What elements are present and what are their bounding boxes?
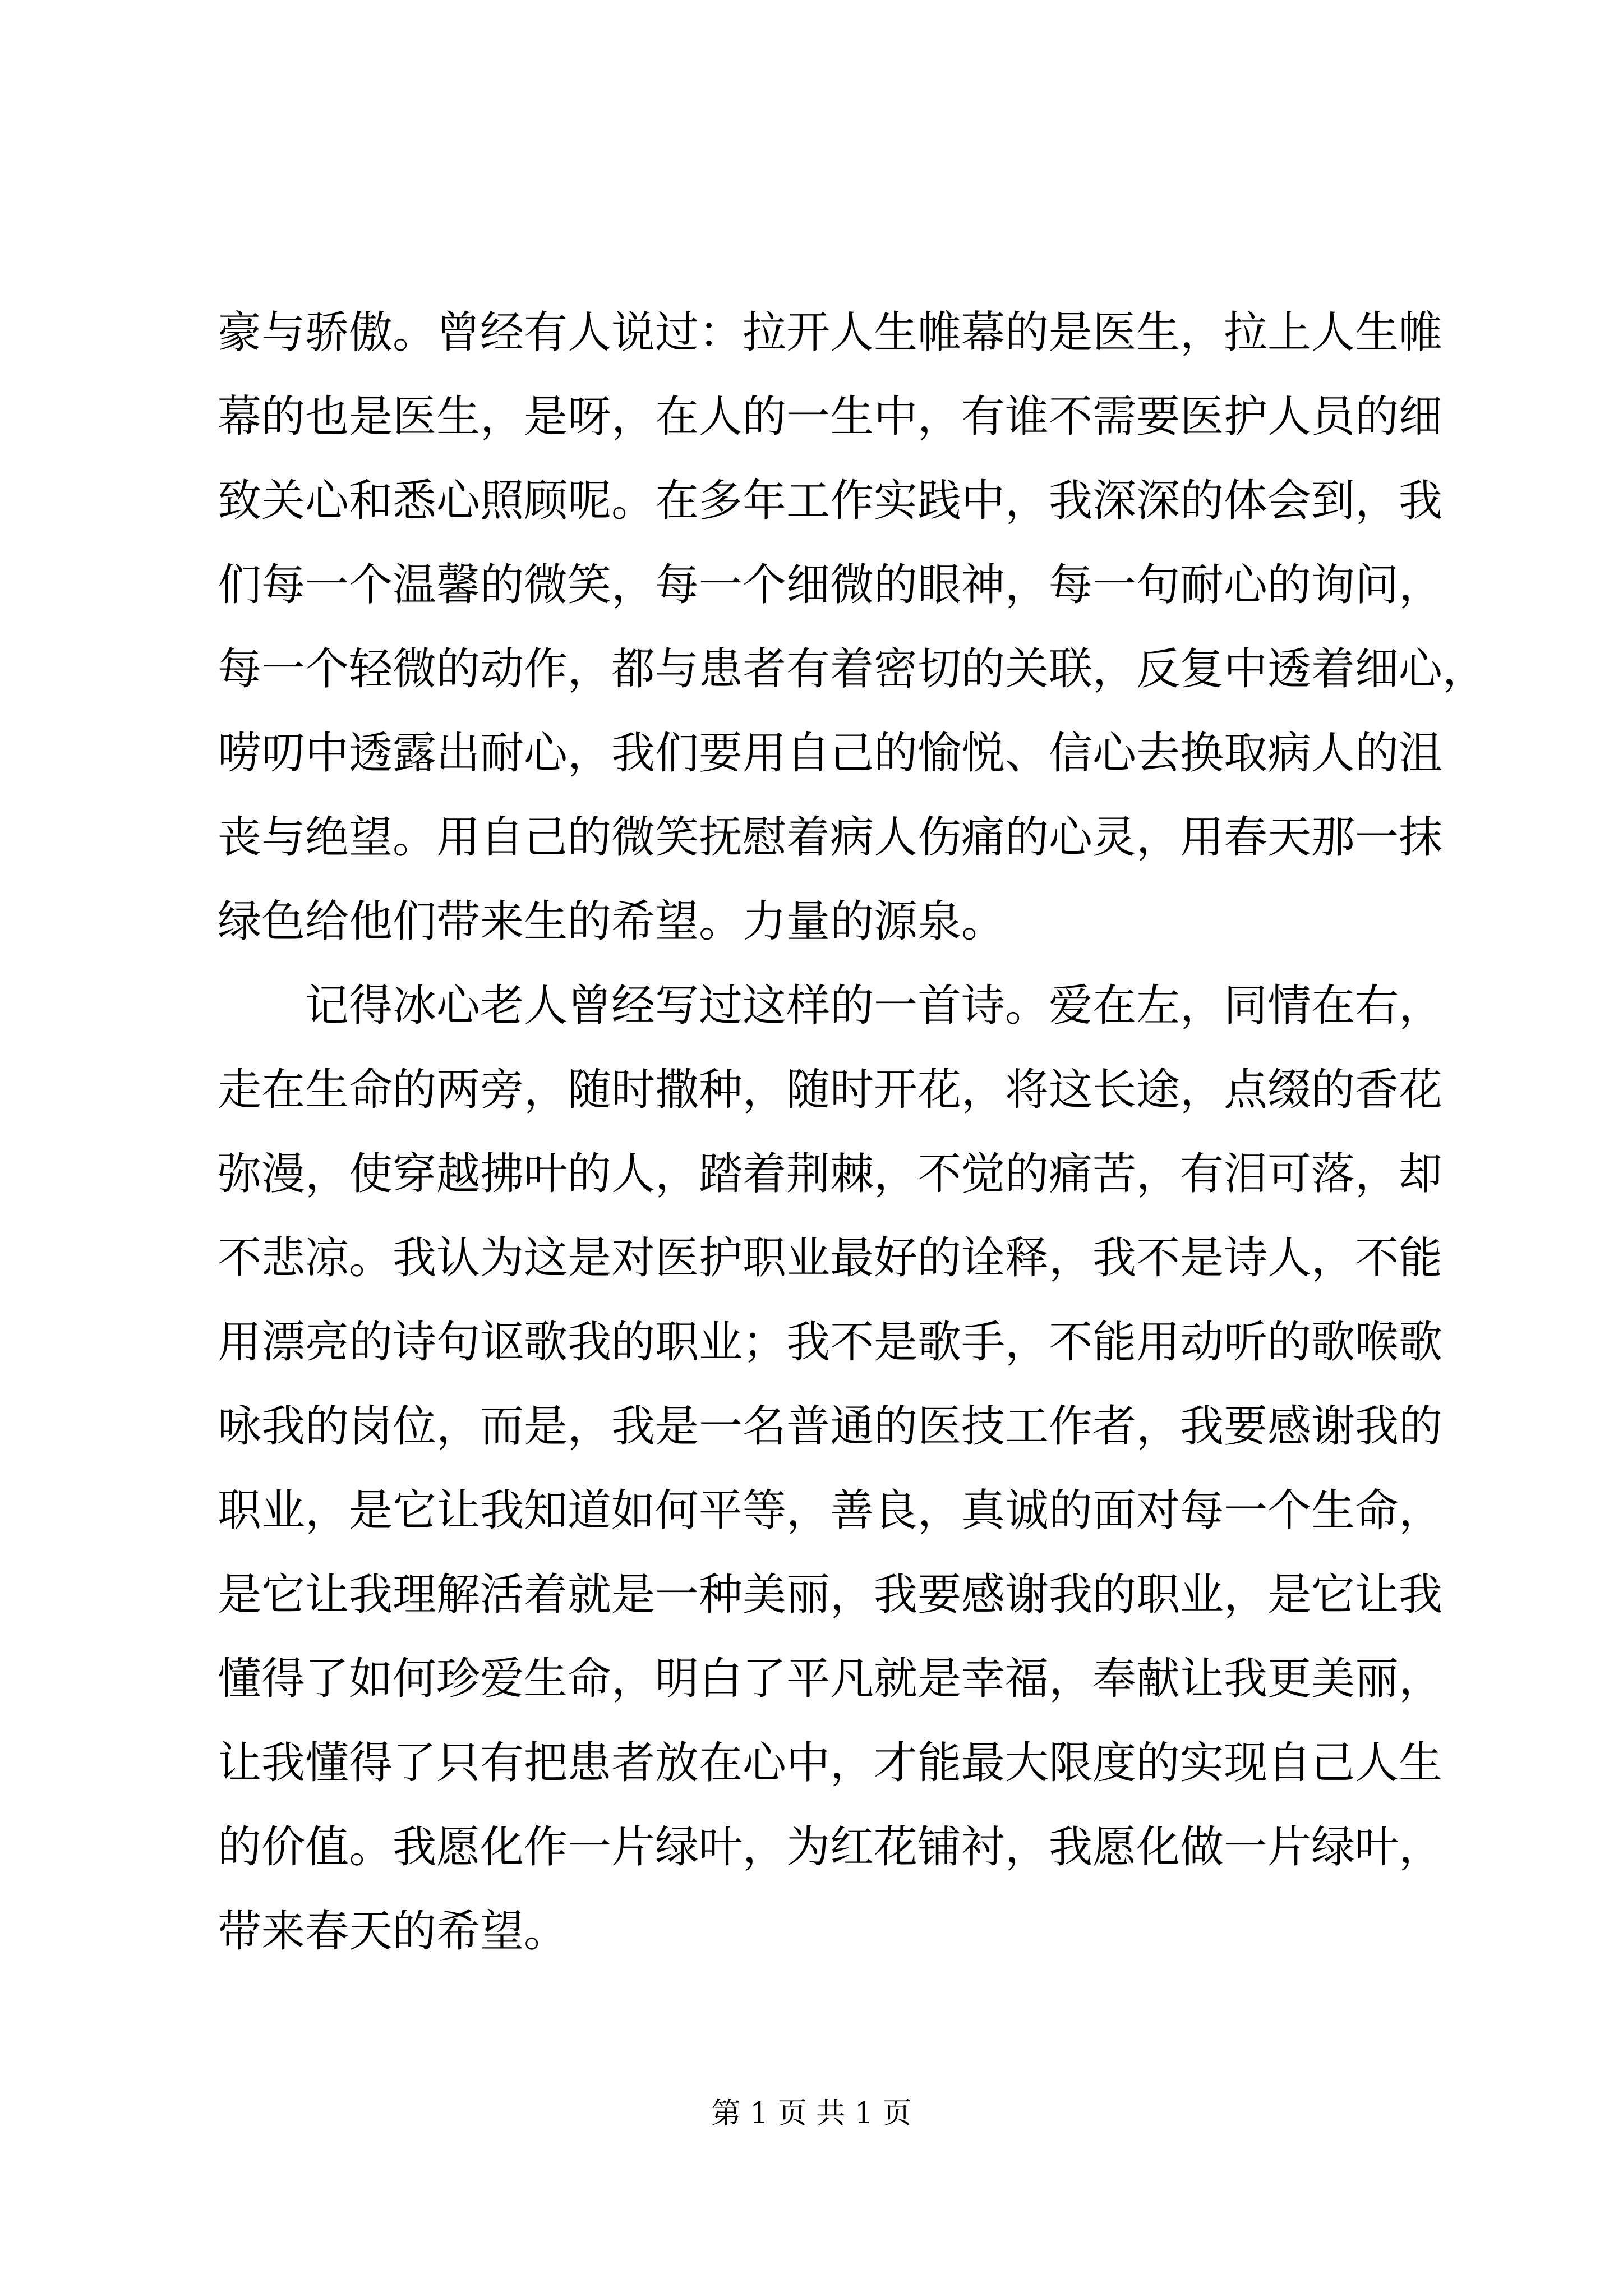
text-line: 绿色给他们带来生的希望。力量的源泉。	[218, 896, 1006, 947]
text-line: 唠叨中透露出耐心，我们要用自己的愉悦、信心去换取病人的沮	[218, 728, 1443, 779]
text-line: 记得冰心老人曾经写过这样的一首诗。爱在左，同情在右，	[218, 981, 1443, 1031]
text-line: 的价值。我愿化作一片绿叶，为红花铺衬，我愿化做一片绿叶，	[218, 1822, 1443, 1872]
text-line: 带来春天的希望。	[218, 1906, 568, 1957]
text-line: 走在生命的两旁，随时撒种，随时开花，将这长途，点缀的香花	[218, 1065, 1443, 1115]
text-line: 弥漫，使穿越拂叶的人，踏着荆棘，不觉的痛苦，有泪可落，却	[218, 1149, 1443, 1199]
document-body	[218, 291, 1487, 1973]
text-line: 们每一个温馨的微笑，每一个细微的眼神，每一句耐心的询问，	[218, 560, 1443, 610]
text-line: 是它让我理解活着就是一种美丽，我要感谢我的职业，是它让我	[218, 1570, 1443, 1620]
text-line: 职业，是它让我知道如何平等，善良，真诚的面对每一个生命，	[218, 1485, 1443, 1536]
page-number-footer: 第 1 页 共 1 页	[711, 2097, 912, 2131]
text-line: 不悲凉。我认为这是对医护职业最好的诠释，我不是诗人，不能	[218, 1233, 1443, 1283]
text-line: 丧与绝望。用自己的微笑抚慰着病人伤痛的心灵，用春天那一抹	[218, 812, 1443, 863]
text-line: 让我懂得了只有把患者放在心中，才能最大限度的实现自己人生	[218, 1738, 1443, 1788]
text-line: 懂得了如何珍爱生命，明白了平凡就是幸福，奉献让我更美丽，	[218, 1654, 1443, 1704]
text-line: 致关心和悉心照顾呢。在多年工作实践中，我深深的体会到，我	[218, 476, 1443, 526]
text-line: 咏我的岗位，而是，我是一名普通的医技工作者，我要感谢我的	[218, 1401, 1443, 1452]
text-line: 用漂亮的诗句讴歌我的职业；我不是歌手，不能用动听的歌喉歌	[218, 1317, 1443, 1368]
text-line: 每一个轻微的动作，都与患者有着密切的关联，反复中透着细心，	[218, 644, 1487, 694]
text-line: 幕的也是医生，是呀，在人的一生中，有谁不需要医护人员的细	[218, 392, 1443, 442]
text-line: 豪与骄傲。曾经有人说过：拉开人生帷幕的是医生，拉上人生帷	[218, 307, 1443, 358]
